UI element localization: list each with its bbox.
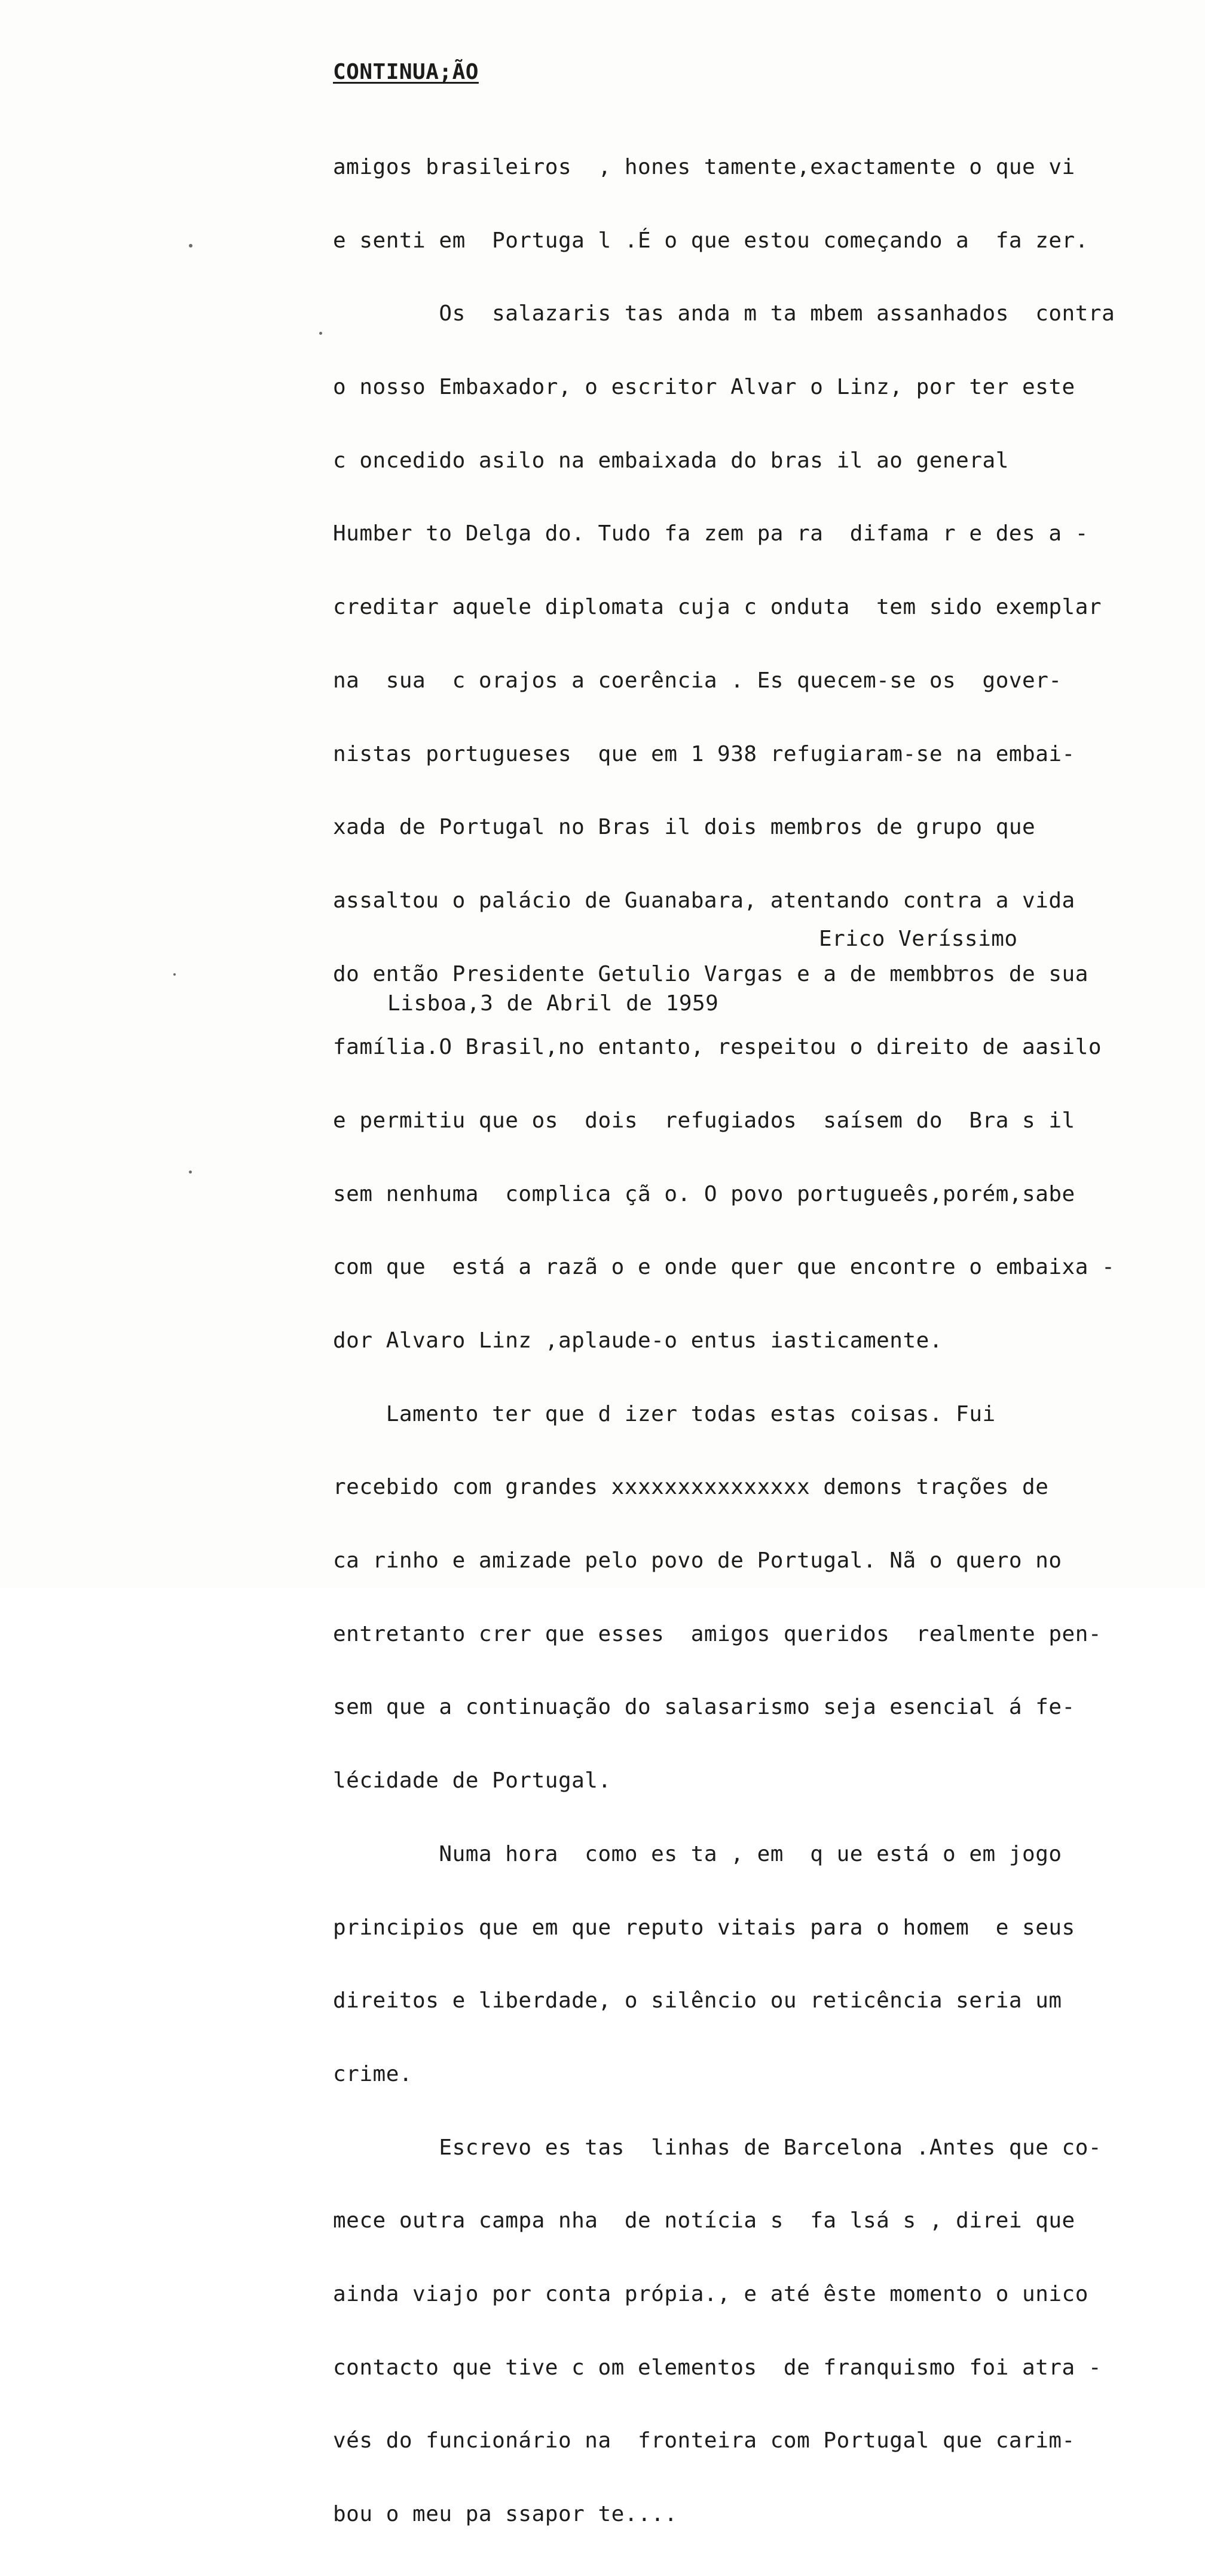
- body-line: Humber to Delga do. Tudo fa zem pa ra difama r e des a -: [333, 521, 1088, 546]
- body-line: do então Presidente Getulio Vargas e a de membbros de sua: [333, 961, 1088, 986]
- dateline: Lisboa,3 de Abril de 1959: [387, 991, 719, 1016]
- body-line: crime.: [333, 2061, 413, 2086]
- body-line: Numa hora como es ta , em q ue está o em jogo: [333, 1841, 1062, 1866]
- continuation-heading: CONTINUA;ÃO: [333, 60, 479, 84]
- body-line: e senti em Portuga l .É o que estou começando a fa zer.: [333, 228, 1088, 253]
- scan-speck: [189, 1171, 192, 1174]
- body-line: sem que a continuação do salasarismo seja esencial á fe-: [333, 1695, 1075, 1720]
- body-line: bou o meu pa ssapor te....: [333, 2502, 678, 2526]
- body-line: direitos e liberdade, o silêncio ou reticência seria um: [333, 1988, 1062, 2013]
- letter-body: [333, 106, 1115, 2576]
- scan-speck: [319, 332, 322, 335]
- body-line: dor Alvaro Linz ,aplaude-o entus iasticamente.: [333, 1328, 943, 1353]
- body-line: amigos brasileiros , hones tamente,exactamente o que vi: [333, 155, 1075, 179]
- body-line: ainda viajo por conta própia., e até êste momento o unico: [333, 2281, 1088, 2306]
- body-line: lécidade de Portugal.: [333, 1768, 611, 1793]
- body-line: assaltou o palácio de Guanabara, atentando contra a vida: [333, 888, 1075, 913]
- body-line: nistas portugueses que em 1 938 refugiaram-se na embai-: [333, 741, 1075, 766]
- scan-speck: [173, 973, 176, 976]
- body-line: na sua c orajos a coerência . Es quecem-se os gover-: [333, 668, 1062, 693]
- body-line: principios que em que reputo vitais para o homem e seus: [333, 1915, 1075, 1940]
- body-line: contacto que tive c om elementos de franquismo foi atra -: [333, 2355, 1102, 2380]
- body-line: família.O Brasil,no entanto, respeitou o direito de aasilo: [333, 1035, 1102, 1060]
- body-line: recebido com grandes xxxxxxxxxxxxxxx demons trações de: [333, 1475, 1049, 1500]
- body-line: com que está a razã o e onde quer que encontre o embaixa -: [333, 1255, 1115, 1280]
- signature: Erico Veríssimo: [819, 927, 1018, 951]
- body-line: sem nenhuma complica çã o. O povo portugueês,porém,sabe: [333, 1181, 1075, 1206]
- body-line: vés do funcionário na fronteira com Portugal que carim-: [333, 2428, 1075, 2453]
- body-line: o nosso Embaxador, o escritor Alvar o Linz, por ter este: [333, 375, 1075, 400]
- body-line: ca rinho e amizade pelo povo de Portugal. Nã o quero no: [333, 1548, 1062, 1573]
- body-line: xada de Portugal no Bras il dois membros de grupo que: [333, 815, 1036, 840]
- body-line: entretanto crer que esses amigos queridos realmente pen-: [333, 1621, 1102, 1646]
- body-line: Os salazaris tas anda m ta mbem assanhados contra: [333, 301, 1115, 326]
- body-line: c oncedido asilo na embaixada do bras il ao general: [333, 448, 1009, 473]
- body-line: e permitiu que os dois refugiados saísem do Bra s il: [333, 1108, 1075, 1133]
- body-line: Escrevo es tas linhas de Barcelona .Antes que co-: [333, 2135, 1102, 2160]
- scan-speck: [189, 244, 192, 247]
- body-line: Lamento ter que d izer todas estas coisas. Fui: [333, 1401, 996, 1426]
- body-line: mece outra campa nha de notícia s fa lsá s , direi que: [333, 2208, 1075, 2233]
- body-line: creditar aquele diplomata cuja c onduta tem sido exemplar: [333, 595, 1102, 620]
